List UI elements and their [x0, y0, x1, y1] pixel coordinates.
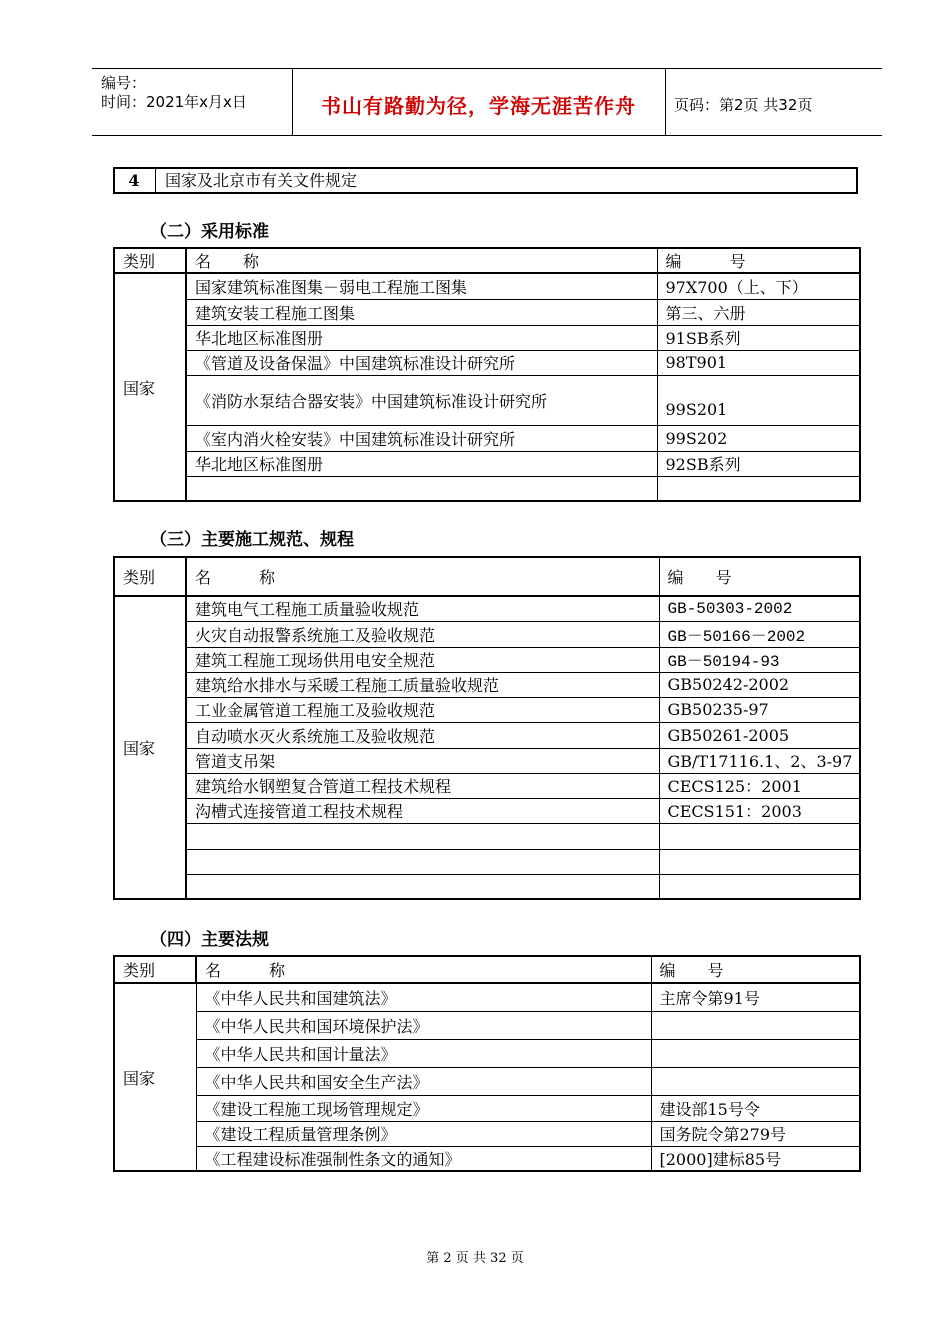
table-row	[114, 350, 860, 375]
table-row	[114, 325, 860, 350]
table-row	[114, 1095, 860, 1121]
code-number	[659, 823, 860, 849]
code-number: GB-50303-2002	[659, 596, 860, 621]
code-number: GB50235-97	[659, 697, 860, 722]
code-name: 建筑电气工程施工质量验收规范	[186, 596, 659, 621]
standard-code: 99S202	[657, 425, 860, 451]
standard-name: 《管道及设备保温》中国建筑标准设计研究所	[186, 350, 657, 375]
standard-code: 97X700（上、下）	[657, 273, 860, 299]
code-name	[186, 849, 659, 874]
code-name	[186, 823, 659, 849]
standard-code: 第三、六册	[657, 299, 860, 325]
table-row	[114, 823, 860, 849]
table-row	[114, 874, 860, 899]
code-name: 建筑给水钢塑复合管道工程技术规程	[186, 773, 659, 798]
table-row	[114, 425, 860, 451]
table-row	[114, 983, 860, 1011]
time-label: 时间：2021年x月x日	[101, 93, 247, 111]
table-header-row	[114, 248, 860, 273]
motto: 书山有路勤为径，学海无涯苦作舟	[321, 94, 636, 118]
code-number: CECS125：2001	[659, 773, 860, 798]
code-name: 建筑给水排水与采暖工程施工质量验收规范	[186, 672, 659, 697]
table-row	[114, 1146, 860, 1171]
header-divider	[665, 68, 666, 135]
law-code	[651, 1011, 860, 1039]
table-row	[114, 299, 860, 325]
header-category: 类别	[114, 557, 186, 596]
table-row	[114, 672, 860, 697]
table-header-row	[114, 557, 860, 596]
law-code	[651, 1039, 860, 1067]
code-name: 建筑工程施工现场供用电安全规范	[186, 647, 659, 672]
code-number	[659, 874, 860, 899]
table-row	[114, 722, 860, 748]
standard-name: 建筑安装工程施工图集	[186, 299, 657, 325]
category-cell: 国家	[114, 273, 186, 501]
table-row	[114, 1011, 860, 1039]
section-title-standards: （二）采用标准	[150, 222, 269, 242]
table-row	[114, 1067, 860, 1095]
code-name: 沟槽式连接管道工程技术规程	[186, 798, 659, 823]
section-title-codes: （三）主要施工规范、规程	[150, 530, 354, 550]
law-name: 《中华人民共和国建筑法》	[196, 983, 651, 1011]
table-header-row	[114, 956, 860, 983]
header-code: 编 号	[659, 557, 860, 596]
header-name: 名 称	[186, 557, 659, 596]
law-name: 《中华人民共和国环境保护法》	[196, 1011, 651, 1039]
row-number: 4	[128, 171, 140, 190]
row-text: 国家及北京市有关文件规定	[165, 171, 358, 190]
section-title-laws: （四）主要法规	[150, 930, 269, 950]
code-number	[659, 849, 860, 874]
header-code: 编 号	[651, 956, 860, 983]
standard-code: 91SB系列	[657, 325, 860, 350]
standard-code: 92SB系列	[657, 451, 860, 476]
codes-table	[113, 556, 861, 900]
law-name: 《中华人民共和国计量法》	[196, 1039, 651, 1067]
standard-code: 98T901	[657, 350, 860, 375]
page-info: 页码：第2页 共32页	[674, 96, 813, 114]
table-row	[114, 748, 860, 773]
code-name: 工业金属管道工程施工及验收规范	[186, 697, 659, 722]
law-code: 国务院令第279号	[651, 1121, 860, 1146]
category-cell: 国家	[114, 983, 196, 1171]
table-row	[114, 375, 860, 425]
law-code: 建设部15号令	[651, 1095, 860, 1121]
code-name	[186, 874, 659, 899]
header-name: 名 称	[186, 248, 657, 273]
table-row	[114, 451, 860, 476]
standard-name: 国家建筑标准图集－弱电工程施工图集	[186, 273, 657, 299]
table-row	[114, 273, 860, 299]
standard-code: 99S201	[657, 375, 860, 425]
table-row	[114, 647, 860, 672]
code-name: 管道支吊架	[186, 748, 659, 773]
code-name: 自动喷水灭火系统施工及验收规范	[186, 722, 659, 748]
row-divider	[155, 167, 156, 194]
serial-label: 编号：	[101, 74, 147, 92]
code-number: GB－50166－2002	[659, 621, 860, 647]
category-cell: 国家	[114, 596, 186, 899]
standard-name: 华北地区标准图册	[186, 451, 657, 476]
table-row	[114, 1121, 860, 1146]
table-row	[114, 621, 860, 647]
law-name: 《建设工程质量管理条例》	[196, 1121, 651, 1146]
page-footer: 第 2 页 共 32 页	[426, 1251, 524, 1266]
table-row	[114, 798, 860, 823]
law-code: [2000]建标85号	[651, 1146, 860, 1171]
table-row	[114, 849, 860, 874]
header-category: 类别	[114, 956, 196, 983]
code-number: CECS151：2003	[659, 798, 860, 823]
standards-table	[113, 247, 861, 502]
standard-name: 《消防水泵结合器安装》中国建筑标准设计研究所	[186, 375, 657, 425]
law-name: 《建设工程施工现场管理规定》	[196, 1095, 651, 1121]
code-number: GB50261-2005	[659, 722, 860, 748]
code-number: GB50242-2002	[659, 672, 860, 697]
header-top-rule	[92, 68, 882, 69]
standard-code	[657, 476, 860, 501]
header-category: 类别	[114, 248, 186, 273]
standard-name: 华北地区标准图册	[186, 325, 657, 350]
header-bottom-rule	[92, 135, 882, 136]
law-name: 《中华人民共和国安全生产法》	[196, 1067, 651, 1095]
standard-name: 《室内消火栓安装》中国建筑标准设计研究所	[186, 425, 657, 451]
standard-name	[186, 476, 657, 501]
header-name: 名 称	[196, 956, 651, 983]
code-number: GB－50194-93	[659, 647, 860, 672]
table-row	[114, 1039, 860, 1067]
law-code	[651, 1067, 860, 1095]
table-row	[114, 596, 860, 621]
code-number: GB/T17116.1、2、3-97	[659, 748, 860, 773]
header-code: 编 号	[657, 248, 860, 273]
law-name: 《工程建设标准强制性条文的通知》	[196, 1146, 651, 1171]
table-row	[114, 476, 860, 501]
laws-table	[113, 955, 861, 1172]
code-name: 火灾自动报警系统施工及验收规范	[186, 621, 659, 647]
table-row	[114, 773, 860, 798]
table-row	[114, 697, 860, 722]
law-code: 主席令第91号	[651, 983, 860, 1011]
